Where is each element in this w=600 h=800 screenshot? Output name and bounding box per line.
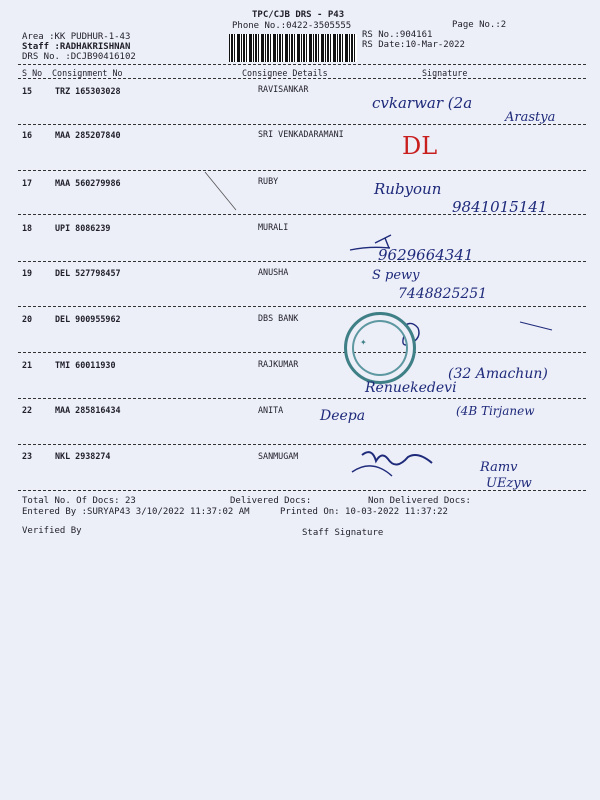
row-consignee: RUBY <box>258 176 279 186</box>
rs-date: RS Date:10-Mar-2022 <box>362 40 465 50</box>
row-consignment: MAA 285207840 <box>55 130 121 140</box>
handwriting-signature: cvkarwar (2a <box>372 94 473 112</box>
pen-stroke <box>362 452 432 464</box>
row-consignee: ANITA <box>258 405 284 415</box>
area-label: Area :KK PUDHUR-1-43 <box>22 32 131 42</box>
row-consignee: RAVISANKAR <box>258 84 309 94</box>
row-consignment: MAA 285816434 <box>55 405 121 415</box>
row-consignment: NKL 2938274 <box>55 451 111 461</box>
pen-stroke <box>352 466 392 476</box>
pen-stroke <box>520 322 552 330</box>
col-consignment: Consignment No <box>52 68 123 78</box>
rs-number: RS No.:904161 <box>362 30 433 40</box>
delivered-docs: Delivered Docs: <box>230 496 312 506</box>
staff-signature-label: Staff Signature <box>302 528 384 538</box>
row-sno: 21 <box>22 360 33 370</box>
non-delivered-docs: Non Delivered Docs: <box>368 496 471 506</box>
handwriting-address: (32 Amachun) <box>448 366 548 382</box>
row-consignment: UPI 8086239 <box>55 223 111 233</box>
col-sno: S No <box>22 68 43 78</box>
handwriting-phone: 9841015141 <box>452 198 548 216</box>
staff-label: Staff :RADHAKRISHNAN <box>22 42 131 52</box>
col-signature: Signature <box>422 68 468 78</box>
row-sno: 17 <box>22 178 33 188</box>
row-sno: 16 <box>22 130 33 140</box>
row-sno: 19 <box>22 268 33 278</box>
handwriting-signature: Renuekedevi <box>365 380 457 396</box>
total-docs: Total No. Of Docs: 23 <box>22 496 136 506</box>
handwriting-address: (4B Tirjanew <box>456 404 535 418</box>
phone-number: Phone No.:0422-3505555 <box>232 21 352 31</box>
row-sno: 18 <box>22 223 33 233</box>
entered-by: Entered By :SURYAP43 3/10/2022 11:37:02 AM <box>22 507 250 517</box>
handwriting-signature: Arastya <box>505 110 556 125</box>
row-sno: 20 <box>22 314 33 324</box>
row-consignee: SANMUGAM <box>258 451 299 461</box>
drs-number: DRS No. :DCJB90416102 <box>22 52 136 62</box>
pen-stroke <box>205 172 236 210</box>
col-consignee: Consignee Details <box>242 68 328 78</box>
handwriting-mark: DL <box>402 132 438 160</box>
handwriting-signature: S pewy <box>372 268 420 283</box>
handwriting-signature: Ramv <box>480 460 518 475</box>
row-sno: 23 <box>22 451 33 461</box>
row-sno: 15 <box>22 86 33 96</box>
company-stamp <box>344 312 416 384</box>
document-title: TPC/CJB DRS - P43 <box>252 10 345 20</box>
row-consignment: DEL 527798457 <box>55 268 121 278</box>
row-consignee: DBS BANK <box>258 313 299 323</box>
printed-on: Printed On: 10-03-2022 11:37:22 <box>280 507 448 517</box>
row-consignee: ANUSHA <box>258 267 289 277</box>
row-sno: 22 <box>22 405 33 415</box>
handwriting-signature: Deepa <box>320 408 366 424</box>
handwriting-signature: UEzyw <box>486 476 532 491</box>
row-consignee: SRI VENKADARAMANI <box>258 129 344 139</box>
row-consignment: TMI 60011930 <box>55 360 116 370</box>
row-consignee: MURALI <box>258 222 289 232</box>
row-consignment: DEL 900955962 <box>55 314 121 324</box>
handwriting-phone: 9629664341 <box>378 246 474 264</box>
row-consignee: RAJKUMAR <box>258 359 299 369</box>
row-consignment: TRZ 165303028 <box>55 86 121 96</box>
stamp-center: ✦ <box>360 338 367 347</box>
page-number: Page No.:2 <box>452 20 507 30</box>
row-consignment: MAA 560279986 <box>55 178 121 188</box>
verified-by-label: Verified By <box>22 526 82 536</box>
handwriting-phone: 7448825251 <box>398 286 488 302</box>
handwriting-signature: Rubyoun <box>374 180 442 198</box>
